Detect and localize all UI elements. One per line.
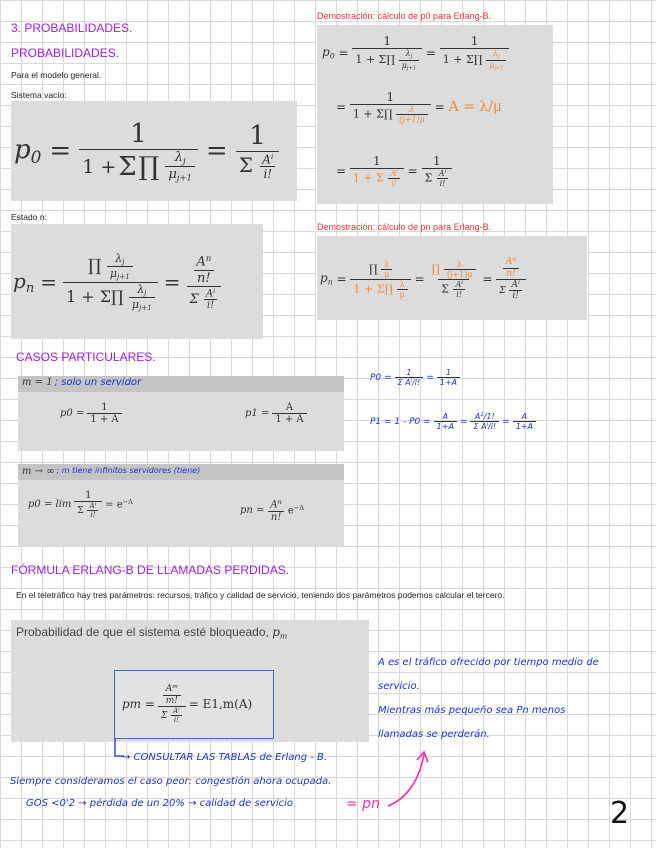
case-m1-p1: p1 = $\frac{A}{1 + A}$ — [245, 402, 307, 425]
worst-case-note: Siempre consideramos el caso peor: congestión ahora ocupada. — [10, 776, 332, 787]
loss-note-line1: Mientras más pequeño sea Pn menos — [378, 705, 566, 716]
blocking-probability-title: Probabilidad de que el sistema esté bloqueado, $p_m$ — [16, 625, 288, 641]
teletraffic-paragraph: En el teletráfico hay tres parámetros: recursos, tráfico y calidad de servicio, teniendo dos parámetros podemos calcular el tercero. — [16, 590, 505, 600]
traffic-note-line1: A es el tráfico ofrecido por tiempo medio de — [378, 657, 599, 668]
consult-arrow-icon — [112, 738, 126, 762]
special-cases-title: CASOS PARTICULARES. — [16, 350, 156, 364]
pn-formula: $p_n$ = ∏ $\frac{\lambda_j}{\mu_{j+1}}$ 1 + Σ∏ $\frac{\lambda_j}{\mu_{j+1}}$ = $\frac{A^n}{n!}$ Σ $\frac{A^i}{i!}$ — [13, 226, 263, 338]
traffic-note-line2: servicio. — [378, 681, 420, 692]
side-p1-calculation: P1 = 1 - P0 = $\frac{A}{1+A}$ = $\frac{A^1/1!}{\Sigma A^i/i!}$ = $\frac{A}{1+A}$ — [370, 412, 536, 431]
erlang-b-title: FÓRMULA ERLANG-B DE LLAMADAS PERDIDAS. — [11, 563, 290, 577]
demo-pn-formula: $p_n$ = ∏ $\frac{\lambda}{\mu}$ 1 + Σ∏ $\frac{\lambda}{\mu}$ = ∏ $\frac{\lambda}{(j+1)\mu}$ Σ $\frac{A^i}{i!}$ = $\frac{A^n}{n!}$ Σ $\frac{A^i}{i!}$ — [320, 240, 526, 318]
subsection-title: PROBABILIDADES. — [11, 46, 120, 60]
erlang-b-formula: pm = $\frac{A^m}{m!}$ Σ $\frac{A^i}{i!}$ = E1,m(A) — [122, 684, 253, 724]
state-n-label: Estado n: — [11, 212, 47, 222]
demo-p0-title: Demostración: cálculo de p0 para Erlang-B. — [317, 11, 492, 21]
case-m1-p0: p0 = $\frac{1}{1 + A}$ — [60, 402, 122, 425]
loss-note-line2: llamadas se perderán. — [378, 729, 490, 740]
section-title: 3. PROBABILIDADES. — [11, 21, 133, 35]
gos-note: GOS <0'2 → pérdida de un 20% → calidad de servicio — [26, 798, 294, 809]
empty-system-label: Sistema vacío: — [11, 90, 67, 100]
page-number: 2 — [610, 796, 630, 831]
p0-formula: $p_0$ = 1 1 + Σ ∏ $\frac{\lambda_j}{\mu_{j+1}}$ = 1 Σ $\frac{A^i}{i!}$ — [14, 103, 294, 199]
m1-handwritten-note: ; solo un servidor — [54, 377, 142, 388]
p0-symbol: $p_0$ — [14, 134, 42, 168]
side-p0-calculation: P0 = $\frac{1}{\Sigma A^i/i!}$ = $\frac{1}{1+A}$ — [370, 368, 460, 387]
case-minf-p0: p0 = lim 1 Σ $\frac{A^i}{i!}$ = $e^{-A}$ — [28, 490, 133, 519]
case-m1-label: m = 1 ; solo un servidor — [22, 377, 142, 388]
a-definition: A = λ/μ — [448, 99, 502, 115]
demo-p0-line3: = 1 1 + Σ $\frac{A^i}{i!}$ = 1 Σ $\frac{A^i}{i!}$ — [336, 146, 452, 196]
minf-handwritten-note: ; m tiene infinitos servidores (tiene) — [56, 466, 201, 475]
demo-p0-line2: = 1 1 + Σ∏ $\frac{\lambda}{(j+1)\mu}$ = A = λ/μ — [336, 90, 502, 124]
pn-pink-note: = pn — [346, 796, 380, 812]
demo-p0-line1: $p_0$ = 1 1 + Σ∏ $\frac{\lambda_j}{\mu_{j+1}}$ = 1 1 + Σ∏ $\frac{\lambda_j}{\mu_{j+1}}$ — [322, 30, 509, 76]
case-minf-label: m → ∞ ; m tiene infinitos servidores (tiene) — [22, 466, 201, 477]
pink-arrow-icon — [380, 748, 440, 810]
general-model-label: Para el modelo general. — [11, 70, 102, 80]
consult-tables-note: → CONSULTAR LAS TABLAS de Erlang - B. — [122, 752, 328, 763]
p0-fraction: 1 1 + Σ ∏ $\frac{\lambda_j}{\mu_{j+1}}$ — [79, 119, 198, 182]
demo-pn-title: Demostración: cálculo de pn para Erlang-B. — [317, 222, 492, 232]
case-minf-pn: pn = $\frac{A^n}{n!}$ $e^{-A}$ — [240, 498, 304, 523]
